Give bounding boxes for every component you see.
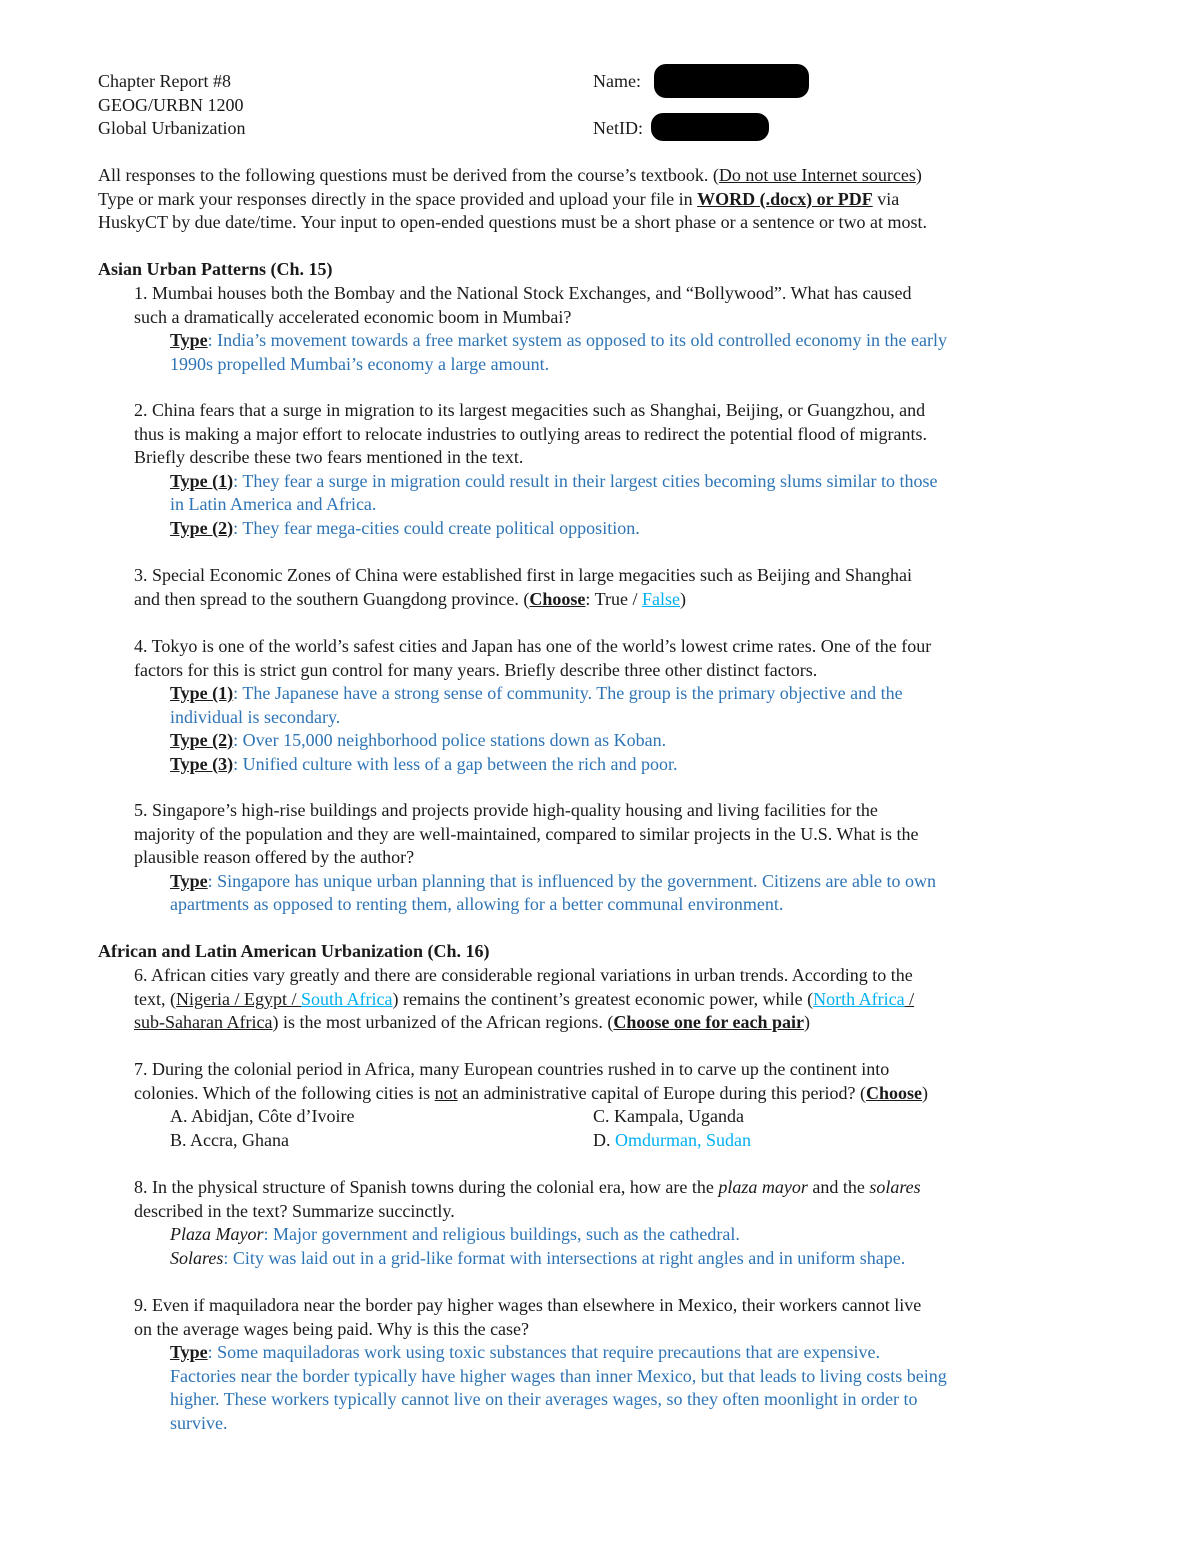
q1-type-label: Type — [170, 330, 208, 350]
q1-line-2: such a dramatically accelerated economic boom in Mumbai? — [134, 306, 572, 327]
name-row — [593, 70, 913, 94]
q3-line-2: and then spread to the southern Guangdong province. ( — [134, 588, 530, 609]
q9-answer-3[interactable]: higher. These workers typically cannot live on their averages wages, so they often moonlight in order to — [170, 1389, 918, 1409]
q7-option-d[interactable] — [593, 1129, 751, 1153]
q7-paren: ) — [922, 1082, 929, 1103]
q2-type-1-label: Type (1) — [170, 470, 234, 491]
q6-north-africa-option[interactable]: North Africa — [813, 988, 905, 1009]
question-4 — [134, 635, 1109, 776]
q9-answer-1[interactable]: : Some maquiladoras work using toxic substances that require precautions that are expensive. — [207, 1342, 880, 1362]
q5-line-2: majority of the population and they are well-maintained, compared to similar projects in the U.S. What is the — [134, 823, 919, 844]
netid-row — [593, 117, 913, 141]
q5-answer-1[interactable]: : Singapore has unique urban planning that is influenced by the government. Citizens are able to own — [207, 870, 936, 891]
question-6 — [134, 964, 1109, 1035]
intro-text-5: HuskyCT by due date/time. Your input to open-ended questions must be a short phase or a sentence or two at most. — [98, 212, 928, 232]
q8-plaza-label: Plaza Mayor — [170, 1224, 264, 1244]
q8-line-1-start: 8. In the physical structure of Spanish towns during the colonial era, how are the — [134, 1177, 719, 1197]
q2-line-2: thus is making a major effort to relocate industries to outlying areas to redirect the potential flood of migrants. — [134, 423, 927, 444]
q7-option-c[interactable]: C. Kampala, Uganda — [593, 1106, 744, 1126]
intro-text-1: All responses to the following questions must be derived from the course’s textbook. ( — [98, 165, 719, 185]
q2-answer-2[interactable]: : They fear mega-cities could create political opposition. — [233, 517, 640, 538]
q5-line-3: plausible reason offered by the author? — [134, 847, 415, 867]
q6-line-2-middle: ) remains the continent’s greatest economic power, while ( — [392, 988, 814, 1009]
question-8 — [134, 1176, 1109, 1270]
q2-line-1: 2. China fears that a surge in migration to its largest megacities such as Shanghai, Beijing, or Guangzhou, and — [134, 400, 926, 420]
instructions — [98, 164, 1108, 235]
q7-line-2-start: colonies. Which of the following cities is — [134, 1082, 435, 1103]
q7-options — [134, 1105, 1109, 1152]
q6-line-3: ) is the most urbanized of the African regions. ( — [272, 1012, 614, 1032]
q8-plaza-term: plaza mayor — [718, 1177, 808, 1197]
q9-line-2: on the average wages being paid. Why is this the case? — [134, 1318, 530, 1339]
q3-line-1: 3. Special Economic Zones of China were established first in large megacities such as Beijing and Shanghai — [134, 565, 912, 585]
q5-line-1: 5. Singapore’s high-rise buildings and projects provide high-quality housing and living facilities for the — [134, 800, 878, 820]
q7-line-2-middle: an administrative capital of Europe during this period? ( — [457, 1082, 867, 1103]
q8-line-1-middle: and the — [807, 1177, 870, 1197]
section-title-asian: Asian Urban Patterns (Ch. 15) — [98, 259, 333, 279]
course-header — [98, 70, 578, 141]
q2-line-3: Briefly describe these two fears mentioned in the text. — [134, 447, 524, 467]
report-title: Chapter Report #8 — [98, 71, 231, 91]
q8-solares-label: Solares — [170, 1247, 224, 1268]
intro-text-3: Type or mark your responses directly in the space provided and upload your file in — [98, 188, 698, 209]
q6-nigeria-egypt-options[interactable]: Nigeria / Egypt / — [176, 988, 301, 1009]
q5-type-label: Type — [170, 870, 208, 891]
q4-answer-1a[interactable]: : The Japanese have a strong sense of community. The group is the primary objective and the — [233, 683, 903, 703]
q7-option-d-letter: D. — [593, 1129, 615, 1150]
q4-type-3-label: Type (3) — [170, 753, 234, 774]
q8-solares-answer[interactable]: : City was laid out in a grid-like format with intersections at right angles and in uniform shape. — [223, 1247, 906, 1268]
question-2 — [134, 399, 1109, 540]
q6-sub-saharan-option[interactable]: sub-Saharan Africa — [134, 1012, 273, 1032]
q9-answer-2[interactable]: Factories near the border typically have higher wages than inner Mexico, but that leads to living costs being — [170, 1365, 947, 1386]
q2-answer-1b[interactable]: in Latin America and Africa. — [170, 494, 377, 514]
q7-option-d-label: Omdurman, Sudan — [615, 1129, 751, 1150]
q4-answer-2[interactable]: : Over 15,000 neighborhood police stations down as Koban. — [233, 730, 667, 750]
intro-paren: ) — [915, 165, 922, 185]
q6-slash: / — [904, 988, 915, 1009]
q9-answer-4[interactable]: survive. — [170, 1412, 228, 1433]
q3-true-option[interactable]: : True / — [585, 588, 642, 609]
name-label: Name: — [593, 71, 641, 91]
q4-type-2-label: Type (2) — [170, 730, 234, 750]
q8-line-2: described in the text? Summarize succinctly. — [134, 1200, 455, 1221]
question-3 — [134, 564, 1109, 611]
question-1 — [134, 282, 1109, 376]
q3-paren: ) — [679, 588, 686, 609]
netid-redaction — [651, 113, 769, 141]
intro-text-4: via — [872, 188, 900, 209]
q4-type-1-label: Type (1) — [170, 683, 234, 703]
q6-choose-label: Choose one for each pair — [613, 1012, 805, 1032]
no-internet-note: Do not use Internet sources — [718, 165, 916, 185]
q9-type-label: Type — [170, 1342, 208, 1362]
q3-choose-label: Choose — [529, 588, 586, 609]
section-title-africa-latam: African and Latin American Urbanization (Ch. 16) — [98, 941, 490, 961]
q1-answer-1[interactable]: : India’s movement towards a free market system as opposed to its old controlled economy in the early — [207, 330, 947, 350]
file-format-note: WORD (.docx) or PDF — [697, 188, 873, 209]
q6-line-2-start: text, ( — [134, 988, 176, 1009]
course-code: GEOG/URBN 1200 — [98, 94, 244, 115]
q2-answer-1a[interactable]: : They fear a surge in migration could result in their largest cities becoming slums similar to those — [233, 470, 938, 491]
question-7 — [134, 1058, 1109, 1152]
q6-south-africa-option[interactable]: South Africa — [300, 988, 393, 1009]
q3-false-option[interactable]: False — [641, 588, 680, 609]
q6-line-1: 6. African cities vary greatly and there are considerable regional variations in urban trends. According to the — [134, 965, 913, 985]
q1-answer-2[interactable]: 1990s propelled Mumbai’s economy a large amount. — [170, 353, 550, 374]
q9-line-1: 9. Even if maquiladora near the border pay higher wages than elsewhere in Mexico, their workers cannot live — [134, 1295, 922, 1315]
q7-line-1: 7. During the colonial period in Africa, many European countries rushed in to carve up the continent into — [134, 1059, 890, 1079]
q7-not-emphasis: not — [434, 1082, 458, 1103]
question-5 — [134, 799, 1109, 917]
q4-line-1: 4. Tokyo is one of the world’s safest cities and Japan has one of the world’s lowest crime rates. One of the four — [134, 636, 932, 656]
q1-line-1: 1. Mumbai houses both the Bombay and the National Stock Exchanges, and “Bollywood”. What has caused — [134, 283, 912, 303]
q8-plaza-answer[interactable]: : Major government and religious buildings, such as the cathedral. — [263, 1224, 740, 1244]
q7-choose-label: Choose — [866, 1082, 923, 1103]
q8-solares-term: solares — [869, 1177, 921, 1197]
q6-paren: ) — [804, 1012, 811, 1032]
q7-option-b[interactable]: B. Accra, Ghana — [170, 1129, 289, 1150]
netid-label: NetID: — [593, 118, 643, 138]
student-info — [593, 70, 913, 141]
q2-type-2-label: Type (2) — [170, 517, 234, 538]
q5-answer-2[interactable]: apartments as opposed to renting them, allowing for a better communal environment. — [170, 894, 784, 914]
q7-option-a[interactable]: A. Abidjan, Côte d’Ivoire — [170, 1106, 355, 1126]
course-name: Global Urbanization — [98, 118, 246, 138]
q4-answer-1b[interactable]: individual is secondary. — [170, 706, 341, 727]
q4-line-2: factors for this is strict gun control for many years. Briefly describe three other distinct factors. — [134, 659, 818, 680]
question-9 — [134, 1294, 1109, 1435]
q4-answer-3[interactable]: : Unified culture with less of a gap between the rich and poor. — [233, 753, 678, 774]
